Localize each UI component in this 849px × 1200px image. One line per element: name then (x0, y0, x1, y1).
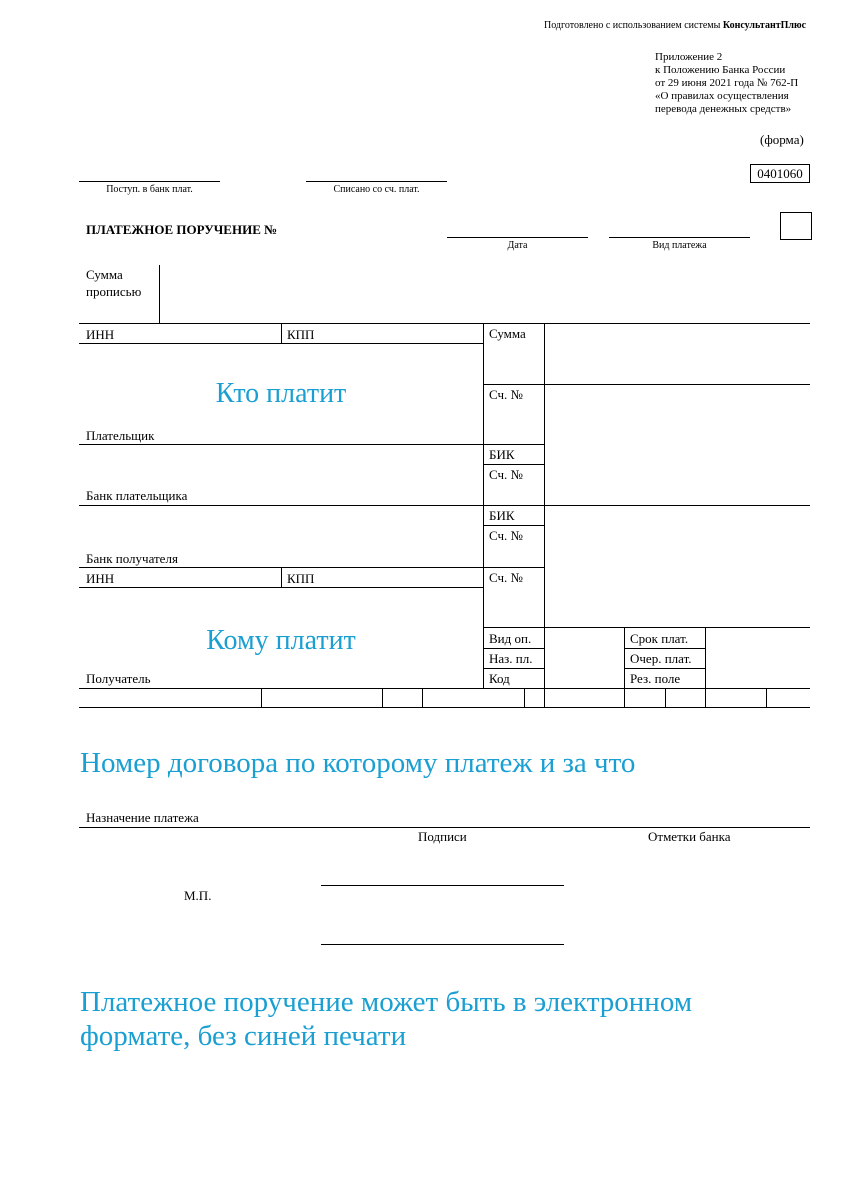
grid-line (766, 688, 767, 707)
debited-line (306, 181, 447, 182)
payee-bank-bik-label: БИК (489, 508, 515, 523)
payment-purpose-code-label: Наз. пл. (489, 651, 533, 666)
payment-type-label: Вид платежа (652, 240, 707, 251)
grid-line (483, 384, 810, 385)
consultant-brand: КонсультантПлюс (722, 20, 807, 31)
payer-bank-label: Банк плательщика (86, 488, 188, 503)
grid-line (281, 323, 282, 343)
grid-line (524, 688, 525, 707)
consultant-note: Подготовлено с использованием системы КонсультантПлюс (544, 20, 807, 31)
payee-annotation: Кому платит (206, 625, 356, 656)
purpose-line (79, 827, 810, 828)
status-box (780, 212, 812, 240)
grid-line (281, 567, 282, 587)
signature-line-1 (321, 885, 564, 886)
grid-line (483, 323, 484, 688)
grid-line (483, 627, 810, 628)
date-line (447, 237, 588, 238)
grid-line (79, 587, 483, 588)
electronic-annotation: Платежное поручение может быть в электронном формате, без синей печати (80, 986, 693, 1052)
grid-line (422, 688, 423, 707)
grid-line (79, 567, 544, 568)
amount-words-divider (159, 265, 160, 323)
signatures-label: Подписи (418, 829, 467, 844)
operation-type-label: Вид оп. (489, 631, 532, 646)
grid-line (79, 323, 810, 324)
payment-term-label: Срок плат. (630, 631, 689, 646)
form-code-box: 0401060 (750, 164, 810, 183)
grid-line (624, 648, 705, 649)
payee-label: Получатель (86, 671, 151, 686)
payee-account-label: Сч. № (489, 570, 523, 585)
payer-annotation: Кто платит (215, 378, 347, 409)
payee-bank-label: Банк получателя (86, 551, 178, 566)
grid-line (483, 648, 544, 649)
payer-kpp-label: КПП (287, 327, 315, 342)
received-line (79, 181, 220, 182)
grid-line (665, 688, 666, 707)
grid-line (624, 627, 625, 707)
payer-bank-bik-label: БИК (489, 447, 515, 462)
debited-label: Списано со сч. плат. (333, 184, 420, 195)
grid-line (624, 668, 705, 669)
grid-line (382, 688, 383, 707)
grid-line (79, 343, 483, 344)
sum-label: Сумма (489, 326, 526, 341)
amount-words-label: Сумма прописью (86, 267, 142, 299)
payee-bank-account-label: Сч. № (489, 528, 523, 543)
grid-line (79, 688, 810, 689)
payer-account-label: Сч. № (489, 387, 523, 402)
grid-line (79, 707, 810, 708)
forma-label: (форма) (760, 132, 804, 147)
stamp-label: М.П. (184, 888, 212, 903)
document-title: ПЛАТЕЖНОЕ ПОРУЧЕНИЕ № (86, 222, 278, 237)
payee-kpp-label: КПП (287, 571, 315, 586)
grid-line (483, 464, 544, 465)
grid-line (483, 525, 544, 526)
payer-bank-account-label: Сч. № (489, 467, 523, 482)
payer-inn-label: ИНН (86, 327, 115, 342)
payee-inn-label: ИНН (86, 571, 115, 586)
payer-label: Плательщик (86, 428, 155, 443)
contract-annotation: Номер договора по которому платеж и за что (80, 747, 636, 779)
payment-type-line (609, 237, 750, 238)
code-label: Код (489, 671, 510, 686)
signature-line-2 (321, 944, 564, 945)
grid-line (79, 505, 810, 506)
grid-line (544, 323, 545, 707)
grid-line (261, 688, 262, 707)
date-label: Дата (507, 240, 528, 251)
grid-line (705, 627, 706, 707)
appendix-note: Приложение 2 к Положению Банка России от 29 июня 2021 года № 762-П «О правилах осуществления перевода денежных средств» (655, 51, 799, 115)
grid-line (79, 444, 544, 445)
grid-line (483, 668, 544, 669)
reserve-field-label: Рез. поле (630, 671, 681, 686)
bank-marks-label: Отметки банка (648, 829, 731, 844)
payment-priority-label: Очер. плат. (630, 651, 692, 666)
received-label: Поступ. в банк плат. (106, 184, 193, 195)
purpose-label: Назначение платежа (86, 810, 199, 825)
